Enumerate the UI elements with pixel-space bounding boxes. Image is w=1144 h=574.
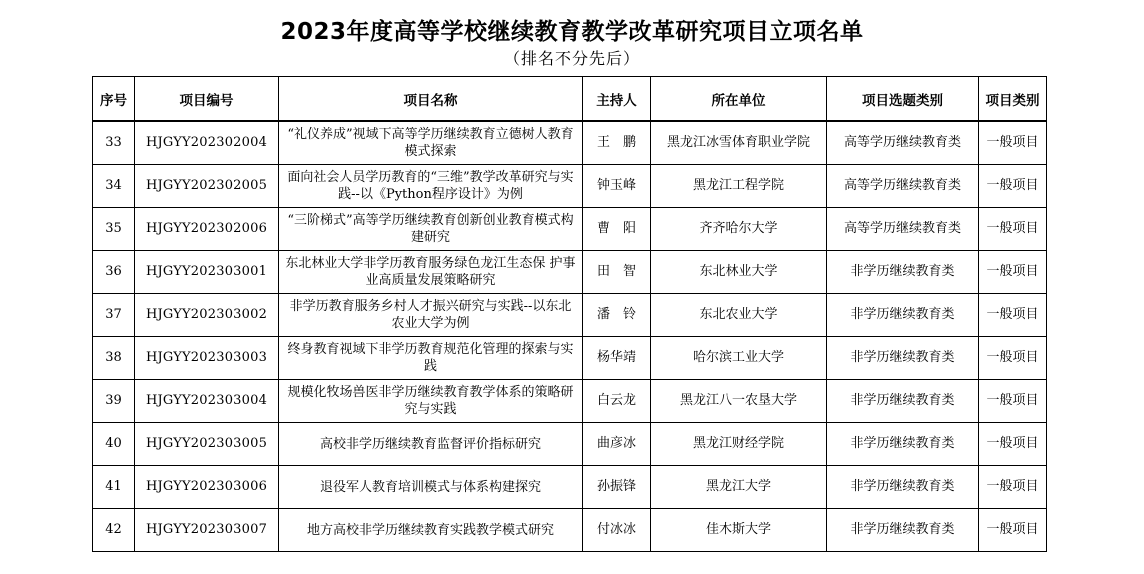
cell-name: “三阶梯式”高等学历继续教育创新创业教育模式构建研究 — [279, 208, 583, 251]
cell-code: HJGYY202302004 — [135, 121, 279, 165]
cell-topic: 非学历继续教育类 — [827, 380, 979, 423]
cell-no: 40 — [93, 423, 135, 466]
cell-topic: 非学历继续教育类 — [827, 509, 979, 552]
cell-code: HJGYY202303001 — [135, 251, 279, 294]
cell-topic: 非学历继续教育类 — [827, 251, 979, 294]
header-code: 项目编号 — [135, 77, 279, 122]
cell-code: HJGYY202303005 — [135, 423, 279, 466]
cell-host: 王 鹏 — [583, 121, 651, 165]
table-row — [93, 380, 1047, 423]
cell-category: 一般项目 — [979, 423, 1047, 466]
cell-topic: 非学历继续教育类 — [827, 294, 979, 337]
cell-category: 一般项目 — [979, 251, 1047, 294]
cell-no: 37 — [93, 294, 135, 337]
cell-topic: 高等学历继续教育类 — [827, 165, 979, 208]
cell-unit: 黑龙江财经学院 — [651, 423, 827, 466]
table-row — [93, 337, 1047, 380]
header-name: 项目名称 — [279, 77, 583, 122]
cell-unit: 哈尔滨工业大学 — [651, 337, 827, 380]
cell-code: HJGYY202303004 — [135, 380, 279, 423]
cell-name: 退役军人教育培训模式与体系构建探究 — [279, 466, 583, 509]
cell-code: HJGYY202303006 — [135, 466, 279, 509]
cell-unit: 黑龙江冰雪体育职业学院 — [651, 121, 827, 165]
page-title: 2023年度高等学校继续教育教学改革研究项目立项名单 — [280, 19, 864, 45]
cell-category: 一般项目 — [979, 165, 1047, 208]
cell-name: 终身教育视域下非学历教育规范化管理的探索与实践 — [279, 337, 583, 380]
cell-name: 地方高校非学历继续教育实践教学模式研究 — [279, 509, 583, 552]
cell-unit: 东北林业大学 — [651, 251, 827, 294]
cell-no: 41 — [93, 466, 135, 509]
cell-topic: 非学历继续教育类 — [827, 337, 979, 380]
table-row — [93, 121, 1047, 165]
table-row — [93, 251, 1047, 294]
cell-name: 非学历教育服务乡村人才振兴研究与实践--以东北农业大学为例 — [279, 294, 583, 337]
table-row — [93, 466, 1047, 509]
cell-topic: 高等学历继续教育类 — [827, 208, 979, 251]
cell-category: 一般项目 — [979, 466, 1047, 509]
cell-topic: 非学历继续教育类 — [827, 466, 979, 509]
table-row — [93, 423, 1047, 466]
cell-category: 一般项目 — [979, 121, 1047, 165]
table-row — [93, 208, 1047, 251]
cell-category: 一般项目 — [979, 294, 1047, 337]
cell-category: 一般项目 — [979, 380, 1047, 423]
cell-host: 杨华靖 — [583, 337, 651, 380]
header-row — [93, 77, 1047, 122]
cell-no: 33 — [93, 121, 135, 165]
cell-code: HJGYY202303007 — [135, 509, 279, 552]
cell-unit: 黑龙江工程学院 — [651, 165, 827, 208]
cell-no: 38 — [93, 337, 135, 380]
table-header — [93, 77, 1047, 122]
table-row — [93, 509, 1047, 552]
cell-no: 35 — [93, 208, 135, 251]
header-category: 项目类别 — [979, 77, 1047, 122]
header-unit: 所在单位 — [651, 77, 827, 122]
cell-name: 面向社会人员学历教育的“三维”教学改革研究与实践--以《Python程序设计》为例 — [279, 165, 583, 208]
page-subtitle: （排名不分先后） — [503, 49, 640, 68]
cell-host: 曲彦冰 — [583, 423, 651, 466]
header-no: 序号 — [93, 77, 135, 122]
cell-host: 田 智 — [583, 251, 651, 294]
table-body — [93, 121, 1047, 552]
cell-no: 34 — [93, 165, 135, 208]
cell-topic: 高等学历继续教育类 — [827, 121, 979, 165]
cell-category: 一般项目 — [979, 208, 1047, 251]
cell-category: 一般项目 — [979, 509, 1047, 552]
cell-unit: 黑龙江八一农垦大学 — [651, 380, 827, 423]
cell-host: 钟玉峰 — [583, 165, 651, 208]
cell-code: HJGYY202302005 — [135, 165, 279, 208]
table-row — [93, 165, 1047, 208]
cell-host: 付冰冰 — [583, 509, 651, 552]
cell-name: 规模化牧场兽医非学历继续教育教学体系的策略研究与实践 — [279, 380, 583, 423]
cell-no: 42 — [93, 509, 135, 552]
table-row — [93, 294, 1047, 337]
cell-host: 白云龙 — [583, 380, 651, 423]
cell-topic: 非学历继续教育类 — [827, 423, 979, 466]
cell-category: 一般项目 — [979, 337, 1047, 380]
project-table — [92, 76, 1047, 552]
cell-code: HJGYY202302006 — [135, 208, 279, 251]
cell-unit: 东北农业大学 — [651, 294, 827, 337]
cell-name: “礼仪养成”视域下高等学历继续教育立德树人教育模式探索 — [279, 121, 583, 165]
cell-code: HJGYY202303002 — [135, 294, 279, 337]
cell-host: 曹 阳 — [583, 208, 651, 251]
cell-host: 孙振锋 — [583, 466, 651, 509]
header-topic: 项目选题类别 — [827, 77, 979, 122]
cell-code: HJGYY202303003 — [135, 337, 279, 380]
cell-unit: 黑龙江大学 — [651, 466, 827, 509]
cell-no: 36 — [93, 251, 135, 294]
cell-name: 高校非学历继续教育监督评价指标研究 — [279, 423, 583, 466]
cell-unit: 佳木斯大学 — [651, 509, 827, 552]
cell-name: 东北林业大学非学历教育服务绿色龙江生态保 护事业高质量发展策略研究 — [279, 251, 583, 294]
header-host: 主持人 — [583, 77, 651, 122]
cell-host: 潘 铃 — [583, 294, 651, 337]
cell-no: 39 — [93, 380, 135, 423]
cell-unit: 齐齐哈尔大学 — [651, 208, 827, 251]
